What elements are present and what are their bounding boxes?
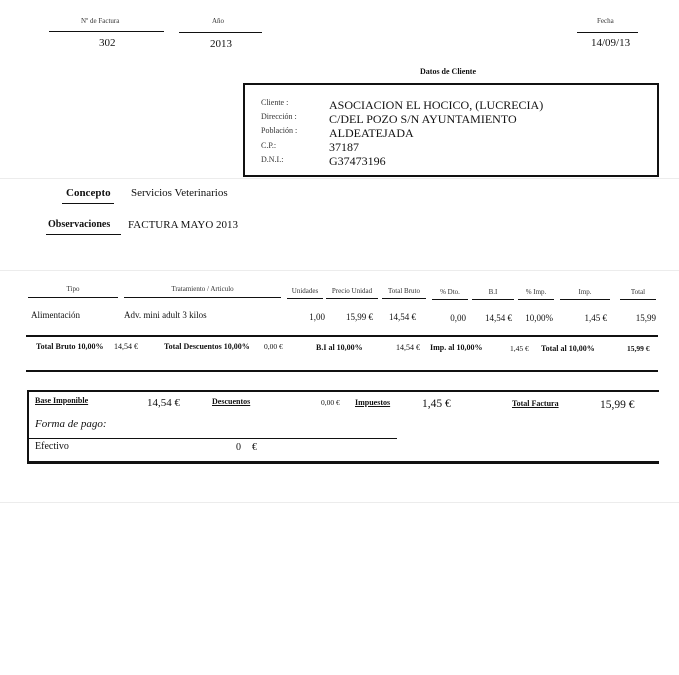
item-articulo: Adv. mini adult 3 kilos [124,310,207,320]
scan-line [0,270,679,271]
col-dto: % Dto. [440,288,460,296]
total-iva-value: 15,99 € [627,344,650,353]
postal-code-label: C.P.: [261,141,277,150]
col-tratamiento: Tratamiento / Articulo [171,285,234,293]
header-rule [518,299,554,300]
item-dto: 0,00 [450,313,466,323]
dni-value: G37473196 [329,154,386,168]
imp-label: Imp. al 10,00% [430,343,483,352]
client-label: Cliente : [261,98,289,107]
postal-code-value: 37187 [329,140,359,154]
header-rule [620,299,656,300]
item-bi: 14,54 € [485,313,512,323]
base-imponible-label: Base Imponible [35,396,89,405]
col-total-bruto: Total Bruto [388,287,420,295]
concept-label: Concepto [66,187,111,199]
client-section-title: Datos de Cliente [420,67,476,76]
header-rule [472,299,514,300]
year-value: 2013 [210,38,232,50]
item-total: 15,99 [635,313,656,323]
item-imp-pct: 10,00% [525,313,553,323]
impuestos-label: Impuestos [355,398,391,407]
totals-top-rule [26,335,658,337]
date-label: Fecha [597,17,614,25]
year-rule [179,32,262,33]
dni-label: D.N.I.: [261,155,284,164]
efectivo-currency: € [252,442,257,453]
item-total-bruto: 14,54 € [389,312,416,322]
header-rule [326,298,378,299]
town-value: ALDEATEJADA [329,126,414,140]
descuentos-value: 0,00 € [321,398,340,407]
descuentos-label: Descuentos [212,397,251,406]
scan-line [0,178,679,179]
header-rule [382,298,426,299]
invoice-number: 302 [99,37,116,49]
col-bi: B.I [488,288,498,296]
year-label: Año [212,17,225,25]
address-label: Dirección : [261,112,297,121]
efectivo-label: Efectivo [35,441,69,452]
impuestos-value: 1,45 € [422,398,451,410]
summary-left-rule [27,390,29,463]
address-value: C/DEL POZO S/N AYUNTAMIENTO [329,112,517,126]
item-imp: 1,45 € [584,313,607,323]
forma-pago-label: Forma de pago: [35,418,107,430]
total-factura-value: 15,99 € [600,399,635,411]
item-tipo: Alimentación [31,310,80,320]
col-precio-unidad: Precio Unidad [331,287,373,295]
summary-bottom-rule [27,461,659,464]
item-precio: 15,99 € [346,312,373,322]
header-rule [124,297,281,298]
total-descuentos-value: 0,00 € [264,342,283,351]
col-imp-pct: % Imp. [525,288,547,296]
col-unidades: Unidades [291,287,319,295]
efectivo-value: 0 [236,442,241,453]
scan-line [0,502,679,503]
client-name: ASOCIACION EL HOCICO, (LUCRECIA) [329,98,544,112]
concept-value: Servicios Veterinarios [131,187,228,199]
header-rule [287,298,323,299]
bi-value: 14,54 € [396,343,420,352]
observations-value: FACTURA MAYO 2013 [128,219,239,231]
base-imponible-value: 14,54 € [147,397,180,409]
item-unidades: 1,00 [309,312,325,322]
total-iva-label: Total al 10,00% [541,344,595,353]
col-tipo: Tipo [66,285,80,293]
client-box [243,83,659,177]
header-rule [560,299,610,300]
bi-label: B.I al 10,00% [316,343,363,352]
concept-rule [62,203,114,204]
imp-value: 1,45 € [510,344,529,353]
total-bruto-label: Total Bruto 10,00% [36,342,104,351]
observations-rule [46,234,121,235]
invoice-number-label: Nº de Factura [81,17,120,25]
date-value: 14/09/13 [591,37,631,49]
col-imp: Imp. [578,288,592,296]
invoice-number-rule [49,31,164,32]
header-rule [28,297,118,298]
col-total: Total [630,288,646,296]
total-descuentos-label: Total Descuentos 10,00% [164,342,250,351]
summary-top-rule [27,390,659,392]
total-factura-label: Total Factura [512,399,559,408]
totals-bottom-rule [26,370,658,372]
forma-pago-rule [27,438,397,439]
town-label: Población : [261,126,298,135]
observations-label: Observaciones [48,219,111,230]
total-bruto-value: 14,54 € [114,342,138,351]
header-rule [432,299,468,300]
date-rule [577,32,638,33]
